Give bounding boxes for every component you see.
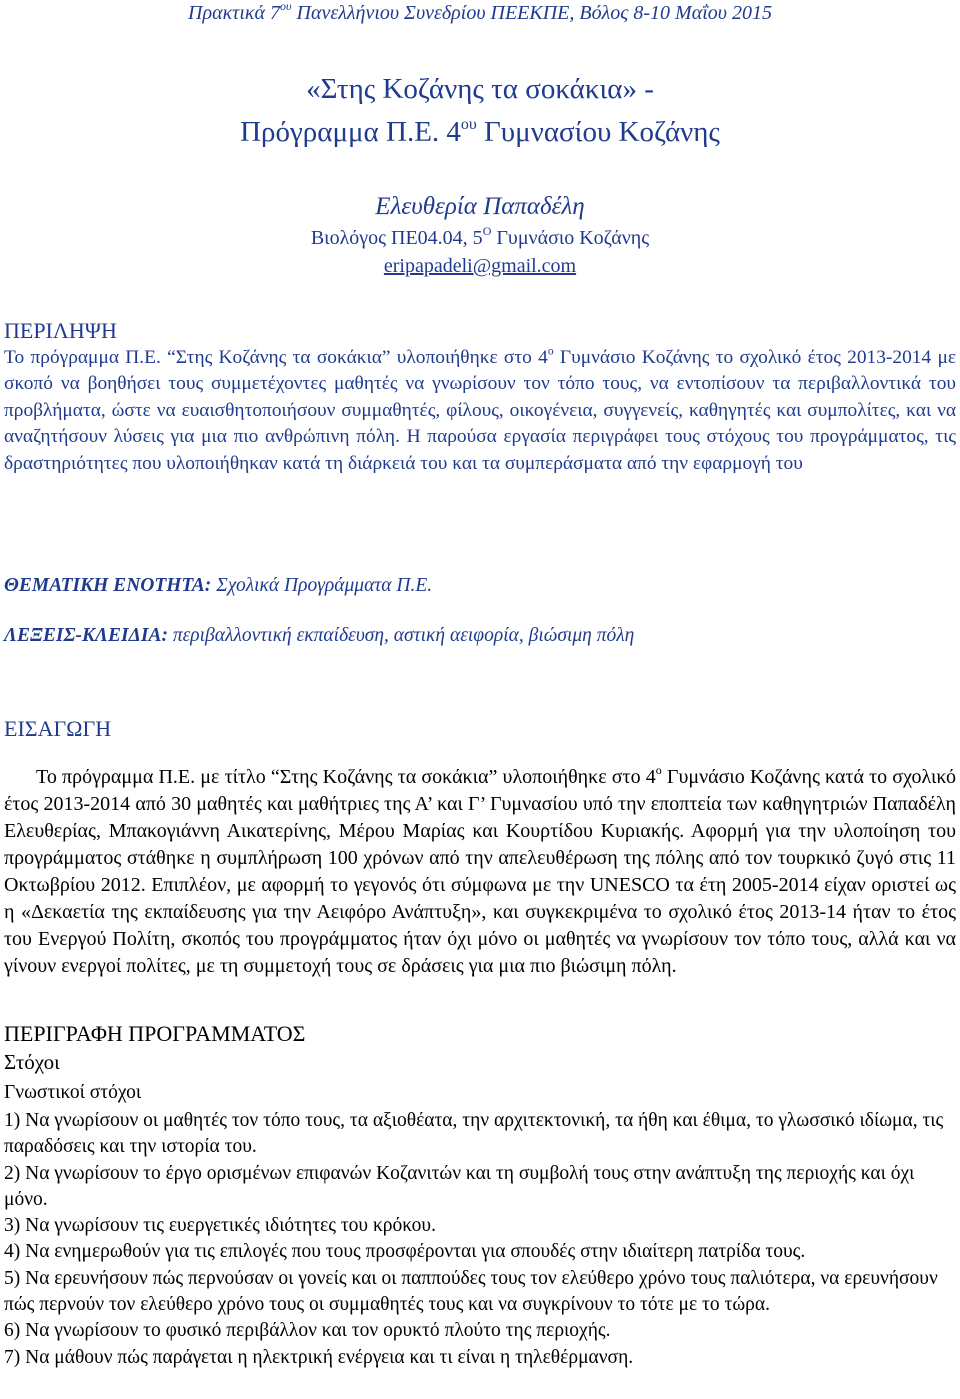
header-superscript: ου bbox=[279, 0, 292, 13]
author-block bbox=[0, 190, 960, 280]
thematic-unit-label: ΘΕΜΑΤΙΚΗ ΕΝΟΤΗΤΑ: bbox=[4, 575, 212, 596]
keywords bbox=[4, 625, 956, 647]
paper-title bbox=[0, 68, 960, 154]
running-header bbox=[0, 2, 960, 25]
list-item: 6) Να γνωρίσουν το φυσικό περιβάλλον και τον ορυκτό πλούτο της περιοχής. bbox=[4, 1320, 611, 1342]
thematic-unit bbox=[4, 575, 956, 597]
introduction-heading: ΕΙΣΑΓΩΓΗ bbox=[4, 716, 112, 741]
list-item: 4) Να ενημερωθούν για τις επιλογές που τους προσφέρονται για σπουδές στην ιδιαίτερη πατρίδα τους. bbox=[4, 1241, 806, 1263]
introduction-text: Το πρόγραμμα Π.Ε. με τίτλο “Στης Κοζάνης τα σοκάκια” υλοποιήθηκε στο $4^o$ Γυμνάσιο Κοζάνης κατά το σχολικό έτος 2013-2014 από 30 μαθητές και μαθήτριες της Α’ και Γ’ Γυμνασίου υπό την εποπτεία των καθηγητριών Παπαδέλη Ελευθερίας, Μπακογιάννη Αικατερίνης, Μέρου Μαρίας και Κουρτίδου Κυριακής. Αφορμή για την υλοποίηση του προγράμματος στάθηκε η συμπλήρωση 100 χρόνων από την απελευθέρωση της πόλης από τον τουρκικό ζυγό στις 11 Οκτωβρίου 2012. Επιπλέον, με αφορμή το γεγονός ότι σύμφωνα με την UNESCO τα έτη 2005-2014 είχαν οριστεί ως η «Δεκαετία της εκπαίδευσης για την Αειφόρο Ανάπτυξη», και συγκεκριμένα το σχολικό έτος 2013-14 ήταν το έτος του Ενεργού Πολίτη, σκοπός του προγράμματος ήταν όχι μόνο οι μαθητές να γνωρίσουν τον τόπο τους, αλλά και να γίνουν ενεργοί πολίτες, με τη συμμετοχή τους σε δράσεις για μια πιο βιώσιμη πόλη. bbox=[4, 763, 956, 977]
list-item: 5) Να ερευνήσουν πώς περνούσαν οι γονείς και οι παππούδες τους τον ελεύθερο χρόνο τους παλιότερα, να ερευνήσουν πώς περνούν τον ελεύθερο χρόνο τους οι συμμαθητές τους και να συγκρίνουν το τότε με το τώρα. bbox=[4, 1267, 938, 1316]
keywords-label: ΛΕΞΕΙΣ-ΚΛΕΙΔΙΑ: bbox=[4, 625, 168, 646]
list-item: 3) Να γνωρίσουν τις ευεργετικές ιδιότητες του κρόκου. bbox=[4, 1215, 436, 1237]
list-item: 2) Να γνωρίσουν το έργο ορισμένων επιφανών Κοζανιτών και τη συμβολή τους στην ανάπτυξη της περιοχής και όχι μόνο. bbox=[4, 1162, 915, 1210]
header-text-rest: Πανελλήνιου Συνεδρίου ΠΕΕΚΠΕ, Βόλος 8-10 Μαΐου 2015 bbox=[291, 2, 772, 24]
abstract-text: Το πρόγραμμα Π.Ε. “Στης Κοζάνης τα σοκάκια” υλοποιήθηκε στο $4^o$ Γυμνάσιο Κοζάνης το σχολικό έτος 2013-2014 με σκοπό να βοηθήσει τους συμμετέχοντες μαθητές να γνωρίσουν τον τόπο τους, να εντοπίσουν τα περιβαλλοντικά του προβλήματα, ώστε να ευαισθητοποιήσουν συμμαθητές, φίλους, οικογένεια, συγγενείς, καθηγητές και συμπολίτες, και να αναζητήσουν λύσεις για μια πιο ανθρώπινη πόλη. Η παρούσα εργασία περιγράφει τους στόχους του προγράμματος, τις δραστηριότητες που υλοποιήθηκαν κατά τη διάρκειά του και τα συμπεράσματα από την εφαρμογή του bbox=[4, 344, 956, 474]
list-item: 1) Να γνωρίσουν οι μαθητές τον τόπο τους, τα αξιοθέατα, την αρχιτεκτονική, τα ήθη και έθιμα, το γλωσσικό ιδίωμα, τις παραδόσεις και την ιστορία του. bbox=[4, 1110, 944, 1158]
title-line-2: Πρόγραμμα Π.Ε. $4^{o\upsilon}$ Γυμνασίου Κοζάνης bbox=[240, 116, 720, 148]
author-affiliation: Βιολόγος ΠΕ04.04, $5^O$ Γυμνάσιο Κοζάνης bbox=[310, 224, 650, 249]
goals-list bbox=[4, 1108, 956, 1371]
program-description-heading: ΠΕΡΙΓΡΑΦΗ ΠΡΟΓΡΑΜΜΑΤΟΣ bbox=[4, 1021, 306, 1046]
keywords-value: περιβαλλοντική εκπαίδευση, αστική αειφορία, βιώσιμη πόλη bbox=[167, 625, 635, 646]
header-text: Πρακτικά 7 bbox=[188, 2, 280, 24]
thematic-unit-value: Σχολικά Προγράμματα Π.Ε. bbox=[211, 575, 433, 596]
goals-heading: Στόχοι bbox=[4, 1050, 60, 1074]
author-email-link[interactable]: eripapadeli@gmail.com bbox=[383, 255, 577, 277]
cognitive-goals-heading: Γνωστικοί στόχοι bbox=[4, 1082, 142, 1103]
list-item: 7) Να μάθουν πώς παράγεται η ηλεκτρική ενέργεια και τι είναι η τηλεθέρμανση. bbox=[4, 1346, 634, 1368]
author-name: Ελευθερία Παπαδέλη bbox=[375, 193, 585, 220]
abstract-heading: ΠΕΡΙΛΗΨΗ bbox=[4, 318, 117, 343]
title-line-1: «Στης Κοζάνης τα σοκάκια» - bbox=[306, 73, 654, 105]
